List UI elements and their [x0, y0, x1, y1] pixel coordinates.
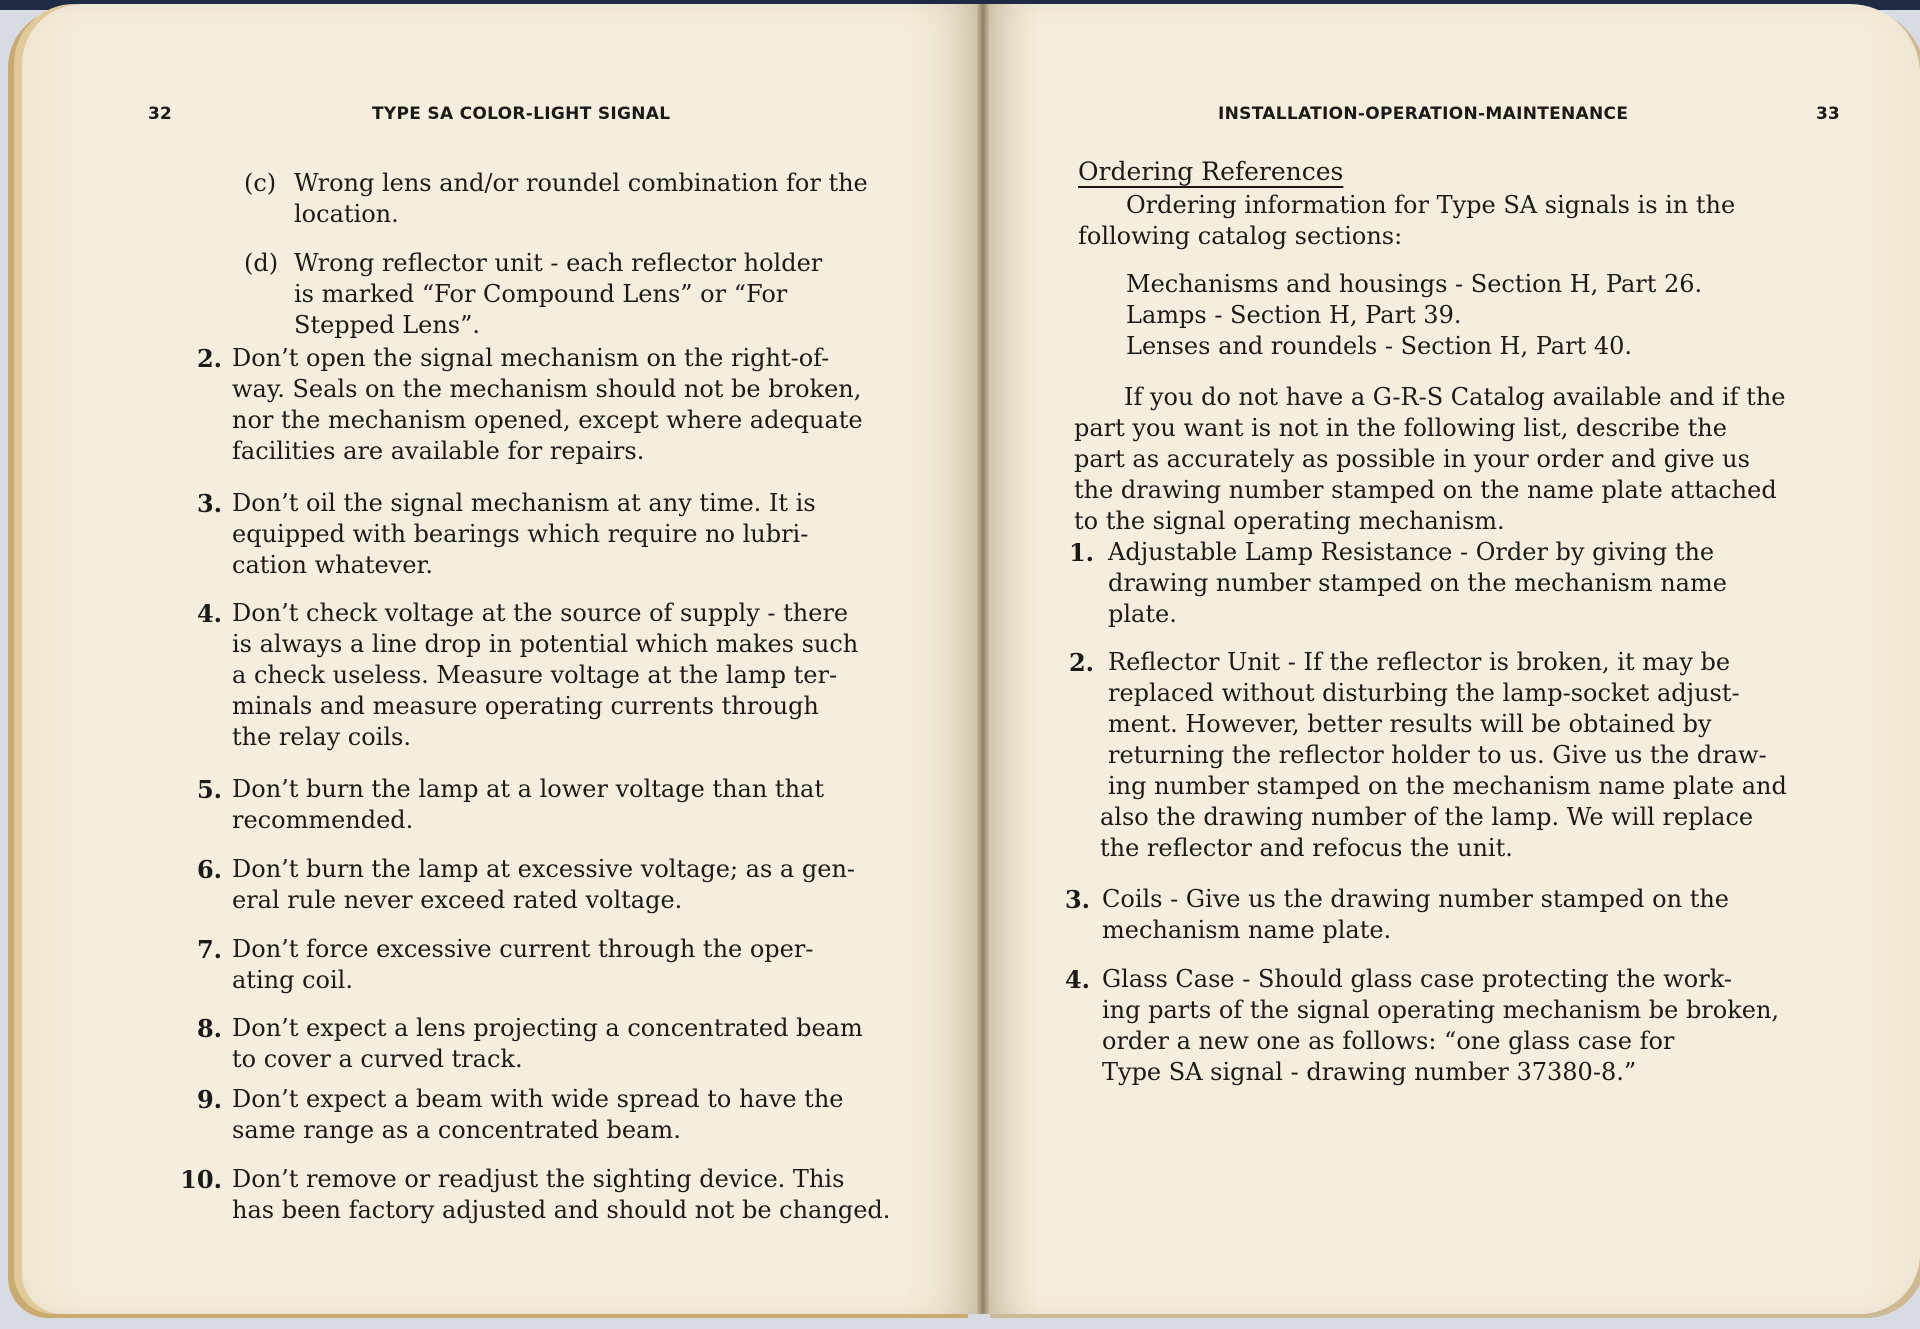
item-line: replaced without disturbing the lamp-socket adjust- — [1108, 679, 1740, 707]
item-line: also the drawing number of the lamp. We will replace — [1100, 803, 1754, 831]
sub-item-line: Stepped Lens”. — [294, 311, 481, 339]
section-heading: Ordering References — [1078, 157, 1344, 186]
item-line: ating coil. — [232, 966, 353, 994]
right-page-number: 33 — [1816, 104, 1840, 124]
item-line: mechanism name plate. — [1102, 916, 1392, 944]
sub-item-line: Wrong reflector unit - each reflector holder — [294, 249, 823, 277]
item-line: ment. However, better results will be obtained by — [1108, 710, 1712, 738]
item-line: returning the reflector holder to us. Give us the draw- — [1108, 741, 1767, 769]
item-line: a check useless. Measure voltage at the lamp ter- — [232, 661, 838, 689]
item-number: 2. — [1068, 648, 1094, 677]
item-line: Don’t oil the signal mechanism at any time. It is — [232, 489, 816, 517]
item-line: Don’t burn the lamp at a lower voltage than that — [232, 775, 824, 803]
item-number: 3. — [1064, 885, 1090, 914]
intro-line: Ordering information for Type SA signals is in the — [1126, 191, 1736, 219]
item-line: Don’t burn the lamp at excessive voltage; as a gen- — [232, 855, 856, 883]
item-line: plate. — [1108, 600, 1177, 628]
left-page-number: 32 — [148, 104, 172, 124]
item-line: Adjustable Lamp Resistance - Order by giving the — [1108, 538, 1715, 566]
item-line: recommended. — [232, 806, 414, 834]
item-line: eral rule never exceed rated voltage. — [232, 886, 683, 914]
item-line: Coils - Give us the drawing number stamped on the — [1102, 885, 1729, 913]
left-page-header: TYPE SA COLOR-LIGHT SIGNAL — [372, 104, 671, 124]
item-line: drawing number stamped on the mechanism name — [1108, 569, 1727, 597]
item-line: Don’t expect a beam with wide spread to have the — [232, 1085, 844, 1113]
paragraph-line: part you want is not in the following list, describe the — [1074, 414, 1727, 442]
item-line: is always a line drop in potential which makes such — [232, 630, 859, 658]
item-line: Don’t check voltage at the source of supply - there — [232, 599, 849, 627]
item-line: Don’t force excessive current through the oper- — [232, 935, 814, 963]
item-line: order a new one as follows: “one glass case for — [1102, 1027, 1675, 1055]
item-number: 4. — [196, 599, 222, 628]
item-line: the reflector and refocus the unit. — [1100, 834, 1513, 862]
item-number: 10. — [180, 1165, 222, 1194]
item-number: 5. — [196, 775, 222, 804]
sub-item-line: is marked “For Compound Lens” or “For — [294, 280, 788, 308]
item-line: way. Seals on the mechanism should not be broken, — [232, 375, 862, 403]
item-line: Don’t open the signal mechanism on the right-of- — [232, 344, 830, 372]
item-line: equipped with bearings which require no lubri- — [232, 520, 809, 548]
item-line: ing parts of the signal operating mechanism be broken, — [1102, 996, 1780, 1024]
open-booklet — [22, 4, 1920, 1324]
item-line: facilities are available for repairs. — [232, 437, 645, 465]
item-number: 4. — [1064, 965, 1090, 994]
paragraph-line: part as accurately as possible in your order and give us — [1074, 445, 1750, 473]
book-spine-gutter — [977, 4, 989, 1314]
intro-line: following catalog sections: — [1078, 222, 1403, 250]
item-line: to cover a curved track. — [232, 1045, 523, 1073]
item-line: Type SA signal - drawing number 37380-8.” — [1102, 1058, 1637, 1086]
paragraph-line: If you do not have a G-R-S Catalog available and if the — [1124, 383, 1786, 411]
item-number: 7. — [196, 935, 222, 964]
item-line: Don’t expect a lens projecting a concentrated beam — [232, 1014, 863, 1042]
item-number: 9. — [196, 1085, 222, 1114]
item-number: 6. — [196, 855, 222, 884]
item-number: 3. — [196, 489, 222, 518]
item-number: 1. — [1068, 538, 1094, 567]
right-page — [984, 4, 1920, 1314]
right-page-header: INSTALLATION-OPERATION-MAINTENANCE — [1218, 104, 1629, 124]
item-line: ing number stamped on the mechanism name plate and — [1108, 772, 1787, 800]
item-line: has been factory adjusted and should not be changed. — [232, 1196, 891, 1224]
item-line: nor the mechanism opened, except where adequate — [232, 406, 863, 434]
item-line: Reflector Unit - If the reflector is broken, it may be — [1108, 648, 1731, 676]
catalog-line: Mechanisms and housings - Section H, Part 26. — [1126, 270, 1703, 298]
item-line: Glass Case - Should glass case protecting the work- — [1102, 965, 1732, 993]
sub-item-line: Wrong lens and/or roundel combination for the — [294, 169, 868, 197]
item-line: Don’t remove or readjust the sighting device. This — [232, 1165, 845, 1193]
left-page — [22, 4, 982, 1314]
paragraph-line: to the signal operating mechanism. — [1074, 507, 1505, 535]
item-line: cation whatever. — [232, 551, 433, 579]
item-line: the relay coils. — [232, 723, 411, 751]
catalog-line: Lenses and roundels - Section H, Part 40. — [1126, 332, 1633, 360]
paragraph-line: the drawing number stamped on the name plate attached — [1074, 476, 1777, 504]
item-line: minals and measure operating currents through — [232, 692, 819, 720]
sub-item-line: location. — [294, 200, 399, 228]
catalog-line: Lamps - Section H, Part 39. — [1126, 301, 1462, 329]
sub-item-label: (c) — [244, 169, 277, 197]
item-line: same range as a concentrated beam. — [232, 1116, 681, 1144]
sub-item-label: (d) — [244, 249, 279, 277]
item-number: 2. — [196, 344, 222, 373]
item-number: 8. — [196, 1014, 222, 1043]
